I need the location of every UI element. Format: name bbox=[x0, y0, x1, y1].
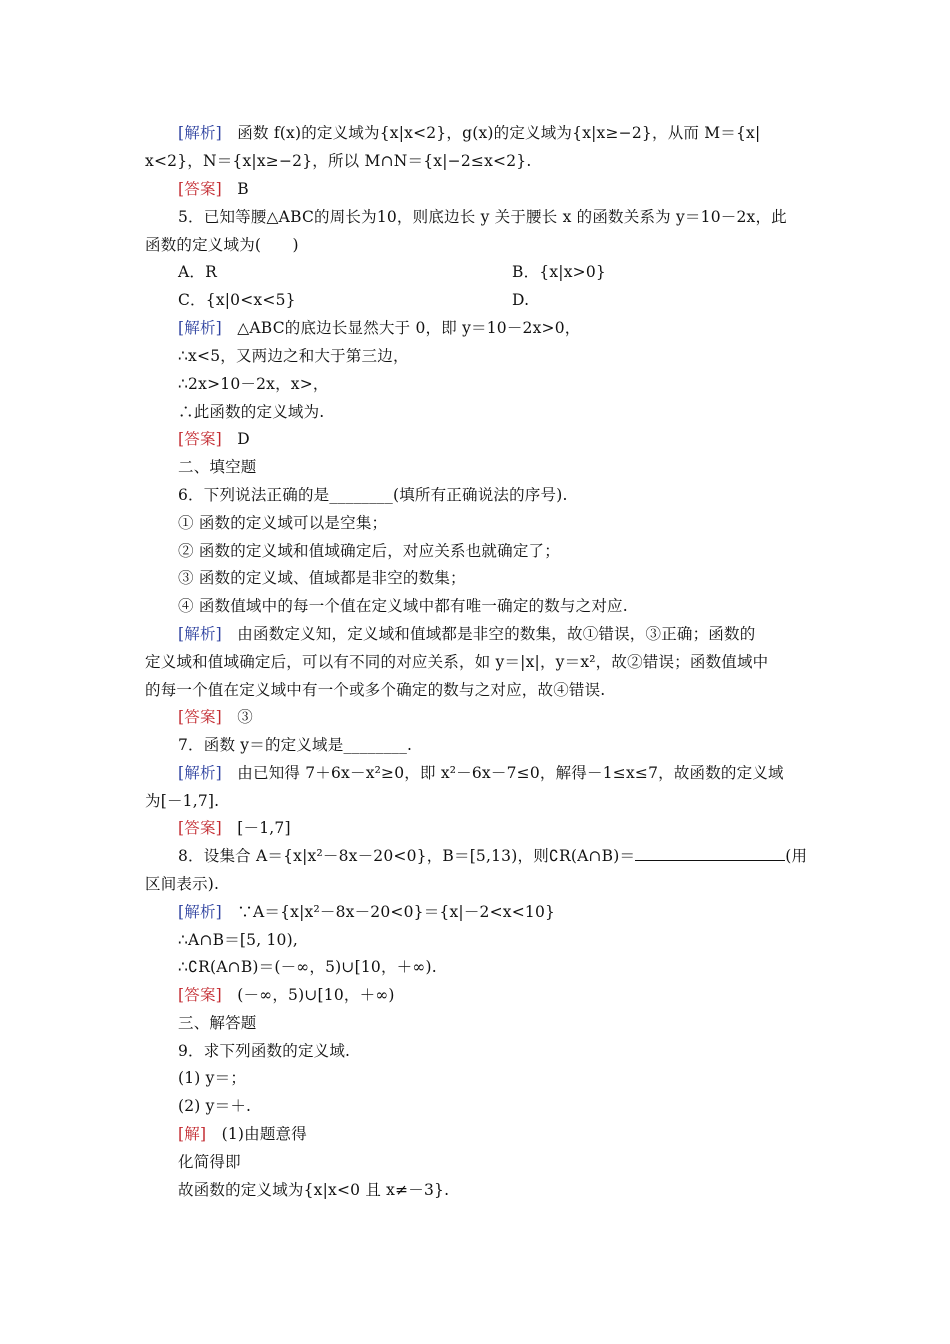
q9-solution-text-1: (1)由题意得 bbox=[221, 1125, 307, 1143]
q4-answer-line bbox=[178, 179, 249, 199]
answer-tag: [答案] bbox=[178, 819, 222, 837]
option-d: D. bbox=[512, 291, 530, 309]
answer-tag: [答案] bbox=[178, 986, 222, 1004]
q8-analysis-line-3: ∴∁R(A∩B)＝(－∞，5)∪[10，＋∞). bbox=[178, 958, 437, 976]
option-c: C．{x|0<x<5} bbox=[178, 291, 296, 309]
answer-tag: [答案] bbox=[178, 708, 222, 726]
q9-solution-line-2: 化简得即 bbox=[178, 1153, 241, 1171]
q5-answer: D bbox=[237, 430, 250, 448]
q7-answer: [－1,7] bbox=[237, 819, 291, 837]
q4-analysis-line-1 bbox=[178, 123, 760, 143]
solution-tag: [解] bbox=[178, 1125, 207, 1143]
q7-stem: 7．函数 y＝的定义域是________. bbox=[178, 736, 413, 754]
analysis-tag: [解析] bbox=[178, 764, 222, 782]
q9-solution-line-3: 故函数的定义域为{x|x<0 且 x≠－3}. bbox=[178, 1181, 450, 1199]
analysis-tag: [解析] bbox=[178, 625, 222, 643]
section-heading-fill-blank: 二、填空题 bbox=[178, 458, 257, 476]
q6-item-1: ① 函数的定义域可以是空集； bbox=[178, 514, 388, 532]
q9-stem: 9．求下列函数的定义域. bbox=[178, 1042, 351, 1060]
q8-analysis-text-1: ∵A＝{x|x²－8x－20<0}＝{x|－2<x<10} bbox=[237, 903, 556, 921]
q9-part-2: (2) y＝＋. bbox=[178, 1097, 252, 1115]
q6-analysis-line-3: 的每一个值在定义域中有一个或多个确定的数与之对应，故④错误. bbox=[145, 681, 606, 699]
answer-tag: [答案] bbox=[178, 430, 222, 448]
q9-part-1: (1) y＝； bbox=[178, 1069, 247, 1087]
q5-options-row-1 bbox=[178, 262, 217, 282]
analysis-tag: [解析] bbox=[178, 903, 222, 921]
q6-item-2: ② 函数的定义域和值域确定后，对应关系也就确定了； bbox=[178, 542, 560, 560]
q6-stem: 6．下列说法正确的是________(填所有正确说法的序号). bbox=[178, 486, 568, 504]
q8-answer: (－∞，5)∪[10，＋∞) bbox=[237, 986, 395, 1004]
q7-analysis-line-2: 为[－1,7]. bbox=[145, 792, 220, 810]
q8-stem-text: 8．设集合 A＝{x|x²－8x－20<0}，B＝[5,13)，则∁R(A∩B)＝ bbox=[178, 847, 636, 865]
option-b: B．{x|x>0} bbox=[512, 263, 606, 281]
option-a: A．R bbox=[178, 263, 217, 281]
q6-analysis-line-2: 定义域和值域确定后，可以有不同的对应关系，如 y＝|x|，y＝x²，故②错误；函数值域中 bbox=[145, 653, 769, 671]
q7-analysis-text-1: 由已知得 7＋6x－x²≥0，即 x²－6x－7≤0，解得－1≤x≤7，故函数的定义域 bbox=[237, 764, 784, 782]
q4-analysis-text-1: 函数 f(x)的定义域为{x|x<2}，g(x)的定义域为{x|x≥−2}，从而 M＝{x| bbox=[237, 124, 761, 142]
q5-analysis-text-1: △ABC的底边长显然大于 0，即 y＝10－2x>0， bbox=[237, 319, 581, 337]
q5-analysis-line-1 bbox=[178, 318, 581, 338]
q5-answer-line bbox=[178, 429, 250, 449]
q6-answer-line bbox=[178, 707, 253, 727]
q8-analysis-line-1 bbox=[178, 902, 555, 922]
q5-analysis-line-4: ∴此函数的定义域为. bbox=[178, 403, 325, 421]
q7-answer-line bbox=[178, 818, 291, 838]
q8-stem-suffix: (用 bbox=[785, 847, 808, 865]
answer-blank bbox=[635, 846, 785, 861]
q6-item-3: ③ 函数的定义域、值域都是非空的数集； bbox=[178, 569, 466, 587]
analysis-tag: [解析] bbox=[178, 319, 222, 337]
q6-answer: ③ bbox=[237, 708, 253, 726]
q6-analysis-text-1: 由函数定义知，定义域和值域都是非空的数集，故①错误，③正确；函数的 bbox=[237, 625, 756, 643]
q5-analysis-line-2: ∴x<5，又两边之和大于第三边， bbox=[178, 347, 409, 365]
q4-answer: B bbox=[237, 180, 249, 198]
q7-analysis-line-1 bbox=[178, 763, 784, 783]
q8-stem-line-1 bbox=[178, 846, 807, 866]
q6-item-4: ④ 函数值域中的每一个值在定义域中都有唯一确定的数与之对应. bbox=[178, 597, 628, 615]
q5-stem-line-1: 5．已知等腰△ABC的周长为10，则底边长 y 关于腰长 x 的函数关系为 y＝10－2x，此 bbox=[178, 208, 787, 226]
q9-solution-line-1 bbox=[178, 1124, 307, 1144]
q4-analysis-line-2: x<2}，N＝{x|x≥−2}，所以 M∩N＝{x|−2≤x<2}. bbox=[145, 152, 532, 170]
q8-stem-line-2: 区间表示). bbox=[145, 875, 220, 893]
section-heading-solve: 三、解答题 bbox=[178, 1014, 257, 1032]
answer-tag: [答案] bbox=[178, 180, 222, 198]
q8-answer-line bbox=[178, 985, 395, 1005]
q8-analysis-line-2: ∴A∩B＝[5, 10), bbox=[178, 931, 298, 949]
analysis-tag: [解析] bbox=[178, 124, 222, 142]
q6-analysis-line-1 bbox=[178, 624, 755, 644]
q5-analysis-line-3: ∴2x>10－2x，x>， bbox=[178, 375, 329, 393]
q5-stem-line-2: 函数的定义域为( ) bbox=[145, 236, 299, 254]
